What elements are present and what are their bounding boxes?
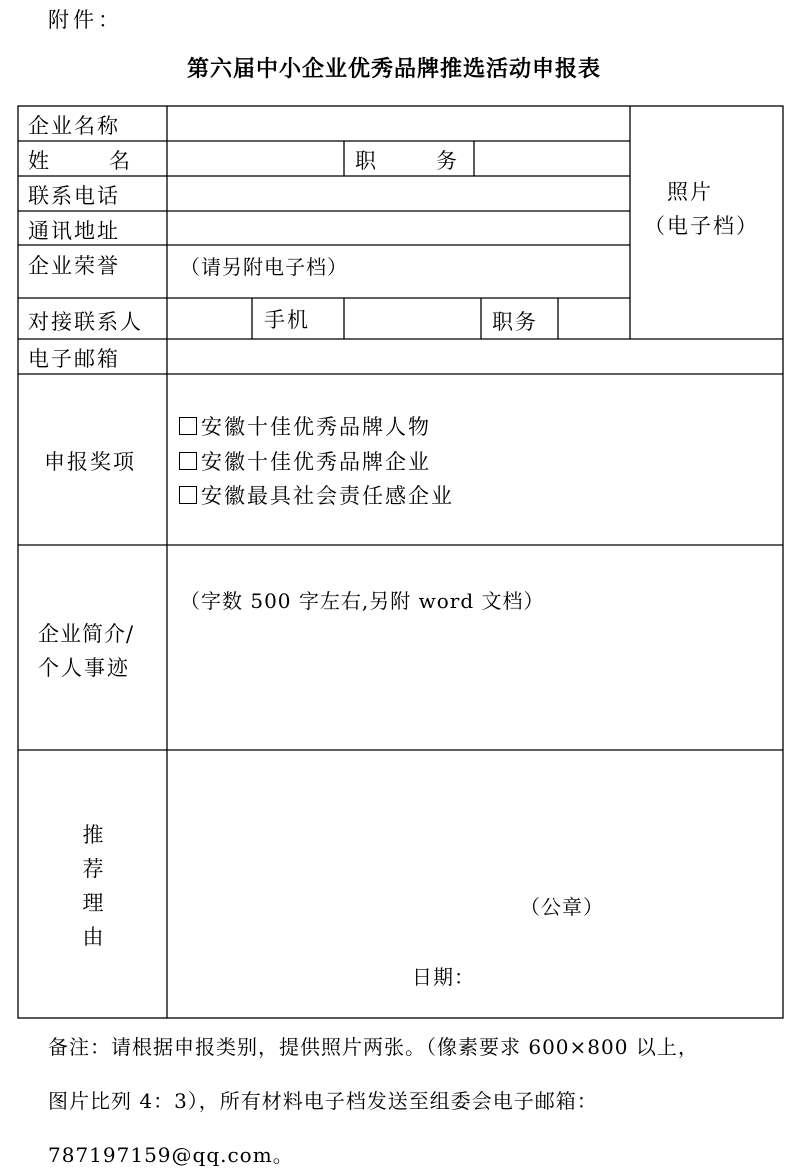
attachment-label: 附件： [48,8,123,32]
honors-hint: （请另附电子档） [180,255,348,279]
reason-char: 推 [82,823,104,847]
award-option-label: 安徽最具社会责任感企业 [201,484,454,508]
checkbox-icon[interactable] [179,452,197,470]
reason-char: 由 [82,925,104,949]
contact-position-label: 职务 [492,310,538,334]
form-title: 第六届中小企业优秀品牌推选活动申报表 [186,56,601,82]
honors-label: 企业荣誉 [28,254,120,278]
award-option-2[interactable] [179,446,431,476]
note-line-2: 图片比列 4：3），所有材料电子档发送至组委会电子邮箱： [48,1089,598,1113]
name-label: 姓 名 [28,149,136,173]
reason-char: 荐 [82,857,104,881]
mobile-label: 手机 [264,308,310,332]
photo-hint: （电子档） [644,214,759,238]
email-label: 电子邮箱 [28,347,120,371]
award-option-label: 安徽十佳优秀品牌人物 [201,415,431,439]
reason-label [78,818,108,954]
photo-label: 照片 [667,180,713,204]
company-name-label: 企业名称 [28,114,120,138]
award-option-1[interactable] [179,411,431,441]
note-line-1: 备注：请根据申报类别，提供照片两张。（像素要求 600×800 以上， [48,1035,699,1059]
position-label: 职 务 [355,149,463,173]
contact-person-label: 对接联系人 [28,310,143,334]
phone-label: 联系电话 [28,184,120,208]
reason-char: 理 [82,891,104,915]
intro-label-line1: 企业简介/ [38,622,135,646]
note-email: 787197159@qq.com。 [48,1143,294,1167]
checkbox-icon[interactable] [179,417,197,435]
intro-label-line2: 个人事迹 [38,656,130,680]
award-option-3[interactable] [179,480,454,510]
intro-hint: （字数 500 字左右,另附 word 文档） [180,589,545,613]
seal-label: （公章） [520,895,604,919]
address-label: 通讯地址 [28,219,120,243]
award-label: 申报奖项 [44,450,136,474]
date-label: 日期： [412,965,475,989]
checkbox-icon[interactable] [179,486,197,504]
award-option-label: 安徽十佳优秀品牌企业 [201,450,431,474]
